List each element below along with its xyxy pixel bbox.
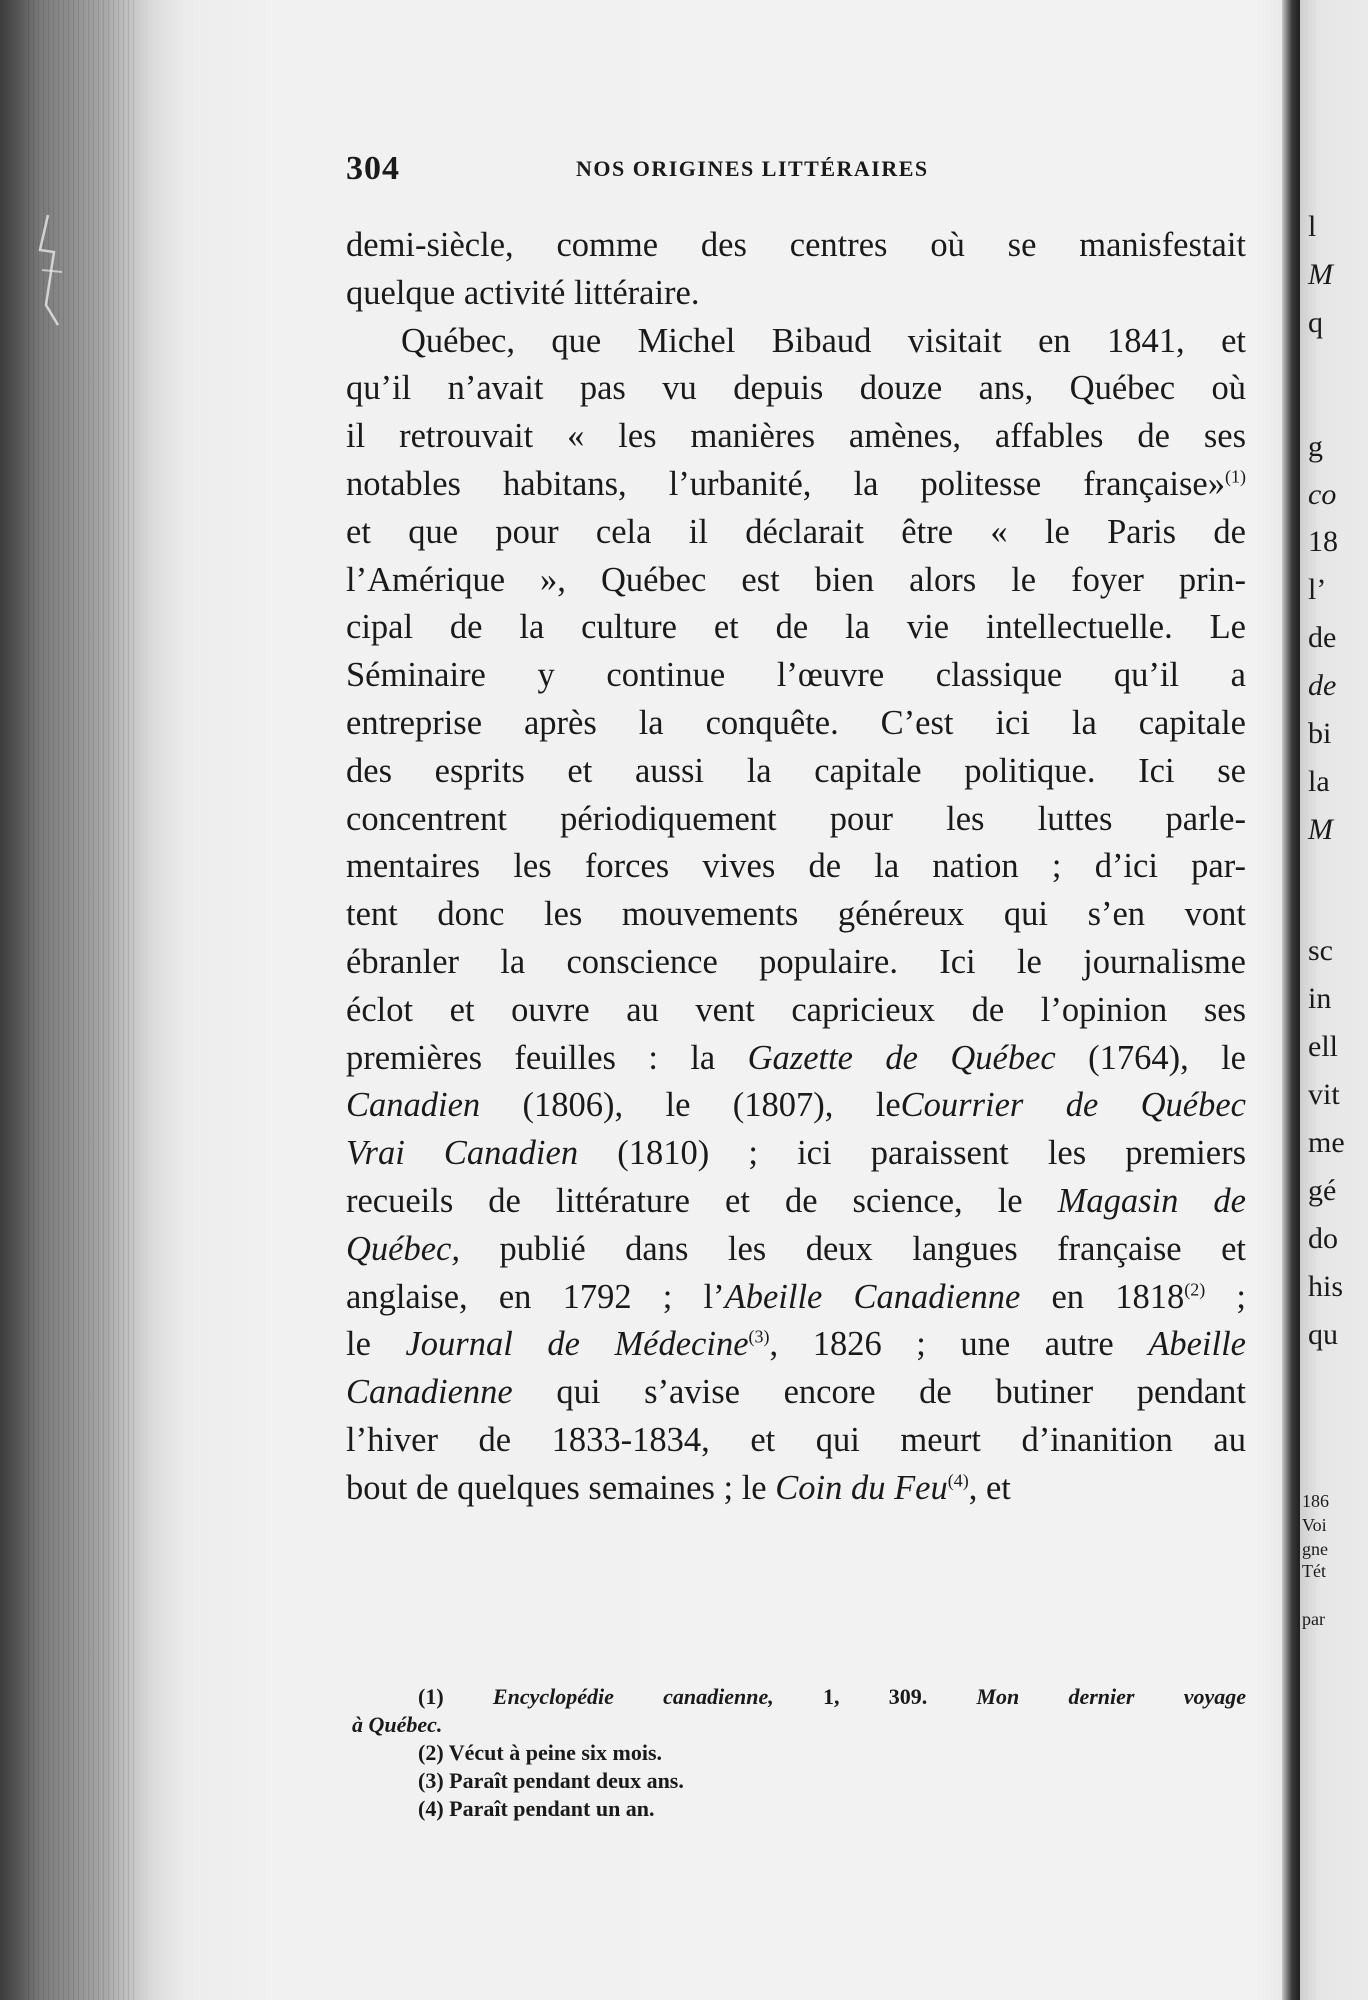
line-text: publié dans les deux langues française et [459,1229,1246,1268]
facing-page-line: his [1308,1270,1344,1303]
running-title: NOS ORIGINES LITTÉRAIRES [576,156,929,181]
text-line [346,843,1246,891]
footnote [356,1683,1246,1711]
line-text: Séminaire y continue l’œuvre classique qu’il a [346,656,1246,695]
italic-title: Vrai Canadien [346,1134,579,1173]
facing-page [1300,0,1368,2000]
page-number: 304 [346,150,400,187]
facing-page-line: do [1308,1222,1338,1255]
line-text: entreprise après la conquête. C’est ici la capitale [346,703,1246,742]
footnote-italic: Mon dernier voyage [976,1684,1247,1709]
text-line [346,413,1246,461]
page-header [346,150,1246,200]
text-line [346,365,1246,413]
footnote-number: (3) [418,1768,444,1793]
line-text: des esprits et aussi la capitale politique. Ici se [346,751,1246,790]
facing-page-line: vit [1308,1078,1340,1111]
text-line [346,461,1246,509]
facing-page-line: g [1308,430,1323,463]
text-line [346,1465,1246,1513]
line-text: il retrouvait « les manières amènes, affables de ses [346,417,1246,456]
facing-page-note: 186 [1302,1491,1329,1511]
line-text: et que pour cela il déclarait être « le Paris de [346,512,1246,551]
line-text: ; [1205,1277,1246,1316]
footnote-number: (2) [418,1740,444,1765]
facing-page-line: co [1308,478,1337,511]
line-text: bout de quelques semaines ; le [346,1468,776,1507]
italic-title: Canadien [346,1086,481,1125]
italic-title: Canadienne [346,1373,513,1412]
footnote-text: Vécut à peine six mois. [443,1740,663,1765]
text-line [346,652,1246,700]
line-text: (1807), le [732,1086,901,1125]
italic-title: Courrier de Québec [900,1086,1246,1125]
text-line [346,1178,1246,1226]
line-text: , et [968,1468,1011,1507]
line-text: recueils de littérature et de science, le [346,1181,1058,1220]
line-text: qui s’avise encore de butiner pendant [512,1373,1246,1412]
facing-page-line: gé [1308,1174,1337,1207]
facing-page-line: bi [1308,717,1332,750]
text-line [346,1130,1246,1178]
facing-page-line: de [1308,621,1337,654]
facing-page-line: la [1308,765,1330,798]
facing-page-line: M [1308,258,1333,291]
footnote-reference: (2) [1184,1279,1206,1300]
facing-page-line: qu [1308,1318,1338,1351]
text-line [346,318,1246,366]
facing-page-line: de [1308,669,1337,702]
text-line [346,939,1246,987]
facing-page-line: q [1308,306,1323,339]
line-text: ébranler la conscience populaire. Ici le journalisme [346,942,1246,981]
line-text: (1806), le [480,1086,733,1125]
line-text: concentrent périodiquement pour les luttes parle- [346,799,1246,838]
line-text: (1764), le [1055,1038,1246,1077]
line-text: tent donc les mouvements généreux qui s’en vont [346,895,1246,934]
facing-page-line: l [1308,210,1317,243]
facing-page-note: Tét [1302,1561,1326,1581]
footnote-reference: (3) [748,1326,770,1347]
italic-title: Journal de Médecine [405,1325,749,1364]
text-line [346,1369,1246,1417]
text-line [346,748,1246,796]
footnote [356,1767,1246,1795]
footnote [356,1739,1246,1767]
main-text [346,222,1246,1513]
facing-page-note: gne [1302,1539,1328,1559]
footnote-reference: (4) [947,1470,969,1491]
text-line [346,604,1246,652]
italic-title: Coin du Feu [775,1468,948,1507]
line-text: notables habitans, l’urbanité, la politesse française» [346,464,1225,503]
footnote [352,1711,1246,1739]
italic-title: Gazette de Québec [747,1038,1056,1077]
footnote-text: Paraît pendant un an. [443,1796,655,1821]
facing-page-line: me [1308,1126,1345,1159]
text-line [346,796,1246,844]
text-line [346,1321,1246,1369]
text-line [346,557,1246,605]
line-text: mentaires les forces vives de la nation ; d’ici par- [346,847,1246,886]
italic-title: Abeille [1148,1325,1246,1364]
footnote-text: Paraît pendant deux ans. [443,1768,684,1793]
text-line [346,987,1246,1035]
footnote-italic: Encyclopédie canadienne, [492,1684,774,1709]
italic-title: Magasin de [1057,1181,1246,1220]
line-text: l’hiver de 1833-1834, et qui meurt d’inanition au [346,1420,1246,1459]
line-text: , 1826 ; une autre [769,1325,1149,1364]
line-text: qu’il n’avait pas vu depuis douze ans, Québec où [346,369,1246,408]
text-line [346,700,1246,748]
text-line [346,270,1246,318]
line-text: premières feuilles : la [346,1038,748,1077]
text-line [346,1274,1246,1322]
facing-page-line: 18 [1308,525,1338,558]
facing-page-note: par [1302,1609,1325,1629]
line-text: l’Amérique », Québec est bien alors le foyer prin- [346,560,1246,599]
footnote [356,1795,1246,1823]
facing-page-line: M [1308,813,1333,846]
italic-title: Abeille Canadienne [724,1277,1021,1316]
text-line [346,1082,1246,1130]
book-gutter [1282,0,1300,2000]
line-text: demi-siècle, comme des centres où se manisfestait [346,226,1246,264]
footnote-number: (4) [418,1796,444,1821]
text-line [346,891,1246,939]
facing-page-line: sc [1308,934,1333,967]
text-line [346,509,1246,557]
footnote-reference: (1) [1225,466,1246,487]
footnotes [352,1683,1247,1823]
line-text: (1810) ; ici paraissent les premiers [578,1134,1246,1173]
line-text: cipal de la culture et de la vie intellectuelle. Le [346,608,1246,647]
line-text: en 1818 [1020,1277,1185,1316]
pencil-mark-icon [18,210,78,330]
line-text: Québec, que Michel Bibaud visitait en 1841, et [401,321,1246,360]
footnote-italic: à Québec. [352,1712,443,1737]
text-line [346,1226,1246,1274]
text-line [346,1417,1246,1465]
line-text: le [346,1325,406,1364]
facing-page-line: ell [1308,1030,1338,1063]
italic-title: Québec, [346,1229,460,1268]
footnote-text: 1, 309. [773,1684,977,1709]
line-text: anglaise, en 1792 ; l’ [346,1277,725,1316]
line-text: quelque activité littéraire. [346,273,700,312]
text-line [346,222,1246,270]
facing-page-note: Voi [1302,1515,1327,1535]
line-text: éclot et ouvre au vent capricieux de l’opinion ses [346,990,1246,1029]
footnote-number: (1) [418,1684,444,1709]
facing-page-line: l’ [1308,573,1327,606]
facing-page-line: in [1308,982,1332,1015]
text-line [346,1035,1246,1083]
